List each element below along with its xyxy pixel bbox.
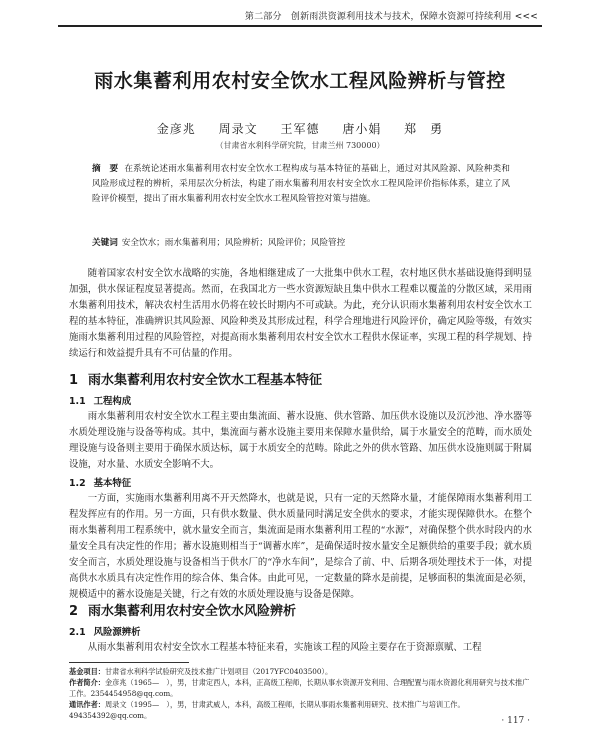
header-rule [58, 25, 542, 27]
footnote-label: 通讯作者： [69, 700, 105, 709]
paragraph-2-1: 从雨水集蓄利用农村安全饮水工程基本特征来看，实施该工程的风险主要存在于资源禀赋、工程 [87, 642, 482, 653]
subsection-number: 2.1 [69, 627, 86, 638]
footnote-label: 作者简介： [69, 678, 105, 687]
paragraph-1-1: 雨水集蓄利用农村安全饮水工程主要由集流面、蓄水设施、供水管路、加压供水设施以及沉沙池、净水器等水质处理设施与设备等构成。其中，集流面与蓄水设施主要用来保障水量供给，属于水量安全的范畴，而水质处理设施与设备则主要用于确保水质达标，属于水质安全的范畴。除此之外的供水管路、加压供水设施则属于附属设施，对水量、水质安全影响不大。 [69, 411, 532, 470]
running-header: 第二部分 创新雨洪资源利用技术与技术，保障水资源可持续利用 <<< [244, 12, 538, 22]
author-name: 郑 勇 [404, 122, 444, 136]
section-heading-1 [69, 369, 322, 388]
paper-title: 雨水集蓄利用农村安全饮水工程风险辨析与管控 [94, 70, 506, 92]
subsection-heading-1-2 [69, 475, 131, 489]
author-name: 金彦兆 [156, 122, 196, 136]
subsection-number: 1.1 [69, 396, 86, 407]
section-number: 1 [69, 373, 79, 388]
subsection-title: 工程构成 [93, 396, 132, 407]
author-list [0, 120, 600, 137]
affiliation: （甘肃省水利科学研究院，甘肃兰州 730000） [215, 141, 385, 150]
abstract-text: 在系统论述雨水集蓄利用农村安全饮水工程构成与基本特征的基础上，通过对其风险源、风险种类和风险形成过程的辨析，采用层次分析法，构建了雨水集蓄利用农村安全饮水工程风险评价指标体系，建立了风险评价模型，提出了雨水集蓄利用农村安全饮水工程风险管控对策与措施。 [92, 164, 510, 204]
footnotes [69, 666, 532, 721]
subsection-heading-1-1 [69, 393, 131, 407]
footnote-fund [69, 666, 532, 677]
author-name: 周录文 [218, 122, 258, 136]
paragraph-1-2: 一方面，实施雨水集蓄利用离不开天然降水，也就是说，只有一定的天然降水量，才能保障雨水集蓄利用工程发挥应有的作用。另一方面，只有供水数量、供水质量同时满足安全供水的要求，才能实现保障供水。在整个雨水集蓄利用工程系统中，就水量安全而言，集流面是雨水集蓄利用工程的“水源”，对确保整个供水时段内的水量安全具有决定性的作用；蓄水设施则相当于“调蓄水库”，是确保适时按水量安全足额供给的重要手段；就水质安全而言，水质处理设施与设备相当于供水厂的“净水车间”，是综合了前、中、后期各项处理技术于一体，对提高供水水质具有决定性作用的综合体、集合体。由此可见，一定数量的降水是前提，足够面积的集流面是必须，规模适中的蓄水设施是关键，行之有效的水质处理设施与设备是保障。 [69, 493, 532, 600]
keywords-label: 关键词 [92, 238, 118, 248]
section-title: 雨水集蓄利用农村安全饮水风险辨析 [88, 604, 297, 619]
author-name: 唐小娟 [342, 122, 382, 136]
intro-paragraph: 随着国家农村安全饮水战略的实施，各地相继建成了一大批集中供水工程，农村地区供水基础设施得到明显加强，供水保证程度显著提高。然而，在我国北方一些水资源短缺且集中供水工程难以覆盖的分散区域，采用雨水集蓄利用技术，解决农村生活用水仍将在较长时期内不可或缺。为此，充分认识雨水集蓄利用农村安全饮水工程的基本特征，准确辨识其风险源、风险种类及其形成过程，科学合理地进行风险评价，确定风险等级，有效实施雨水集蓄利用过程的风险管控，对提高雨水集蓄利用农村安全饮水工程供水保证率，实现工程的科学规划、持续运行和效益提升具有不可估量的作用。 [69, 268, 532, 359]
footnote-corresponding [69, 699, 532, 721]
subsection-title: 基本特征 [93, 478, 132, 489]
author-name: 王军德 [280, 122, 320, 136]
section-title: 雨水集蓄利用农村安全饮水工程基本特征 [88, 373, 323, 388]
subsection-heading-2-1 [69, 624, 141, 638]
abstract-label: 摘 要 [92, 164, 119, 174]
page-number: · 117 · [501, 716, 530, 726]
footnote-author [69, 677, 532, 699]
footnote-label: 基金项目： [69, 667, 105, 676]
subsection-number: 1.2 [69, 478, 86, 489]
footnote-text: 周录文（1995— ），男，甘肃武威人，本科，高级工程师，长期从事雨水集蓄利用研究、技术推广与培训工作。494354392@qq.com。 [69, 700, 465, 720]
keywords-text: 安全饮水；雨水集蓄利用；风险辨析；风险评价；风险管控 [121, 238, 346, 248]
abstract [92, 162, 510, 207]
footnote-rule [69, 662, 189, 663]
section-heading-2 [69, 600, 296, 619]
footnote-text: 甘肃省水利科学试验研究及技术推广计划项目（2017YFC0403500）。 [104, 667, 333, 676]
keywords [92, 236, 510, 250]
footnote-text: 金彦兆（1965— ），男，甘肃定西人，本科，正高级工程师，长期从事水资源开发利用、合理配置与雨水资源化利用研究与技术推广工作。2354454958@qq.com。 [69, 678, 530, 698]
subsection-title: 风险源辨析 [93, 627, 141, 638]
section-number: 2 [69, 604, 79, 619]
